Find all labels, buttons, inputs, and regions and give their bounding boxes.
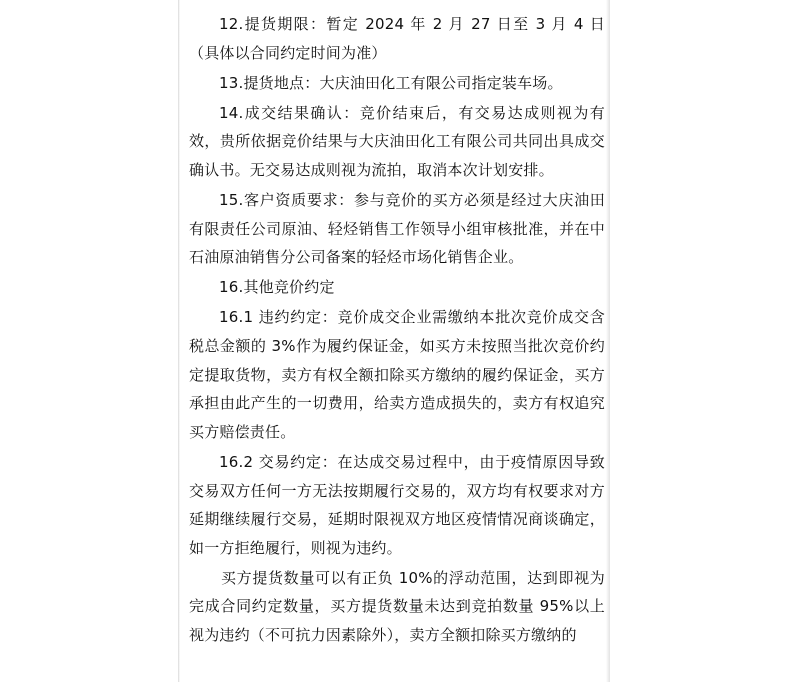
paragraph-trade-agreement: 16.2 交易约定：在达成交易过程中，由于疫情原因导致交易双方任何一方无法按期履行交易的，双方均有权要求对方延期继续履行交易，延期时限视双方地区疫情情况商谈确定，如一方拒绝履行，则视为违约。 [189, 452, 605, 557]
document-body [189, 10, 605, 651]
paragraph-result-confirmation: 14.成交结果确认：竞价结束后，有交易达成则视为有效，贵所依据竞价结果与大庆油田化工有限公司共同出具成交确认书。无交易达成则视为流拍，取消本次计划安排。 [189, 103, 605, 179]
sheet-left-edge [178, 0, 180, 682]
paragraph-pickup-period: 12.提货期限：暂定 2024 年 2 月 27 日至 3 月 4 日（具体以合同约定时间为准） [189, 15, 605, 62]
paragraph-other-agreements: 16.其他竞价约定 [219, 278, 335, 297]
sheet-right-edge [606, 0, 610, 682]
paragraph-pickup-location: 13.提货地点：大庆油田化工有限公司指定装车场。 [219, 73, 563, 92]
paragraph-breach-agreement: 16.1 违约约定：竞价成交企业需缴纳本批次竞价成交含税总金额的 3%作为履约保证金，如买方未按照当批次竞价约定提取货物，卖方有权全额扣除买方缴纳的履约保证金，买方承担由此产生的一切费用，给卖方造成损失的，卖方有权追究买方赔偿责任。 [189, 308, 605, 441]
paragraph-customer-qualification: 15.客户资质要求：参与竞价的买方必须是经过大庆油田有限责任公司原油、轻烃销售工作领导小组审核批准，并在中石油原油销售分公司备案的轻烃市场化销售企业。 [189, 191, 605, 267]
paragraph-quantity-tolerance: 买方提货数量可以有正负 10%的浮动范围，达到即视为完成合同约定数量，买方提货数量未达到竞拍数量 95%以上视为违约（不可抗力因素除外），卖方全额扣除买方缴纳的 [189, 568, 605, 644]
